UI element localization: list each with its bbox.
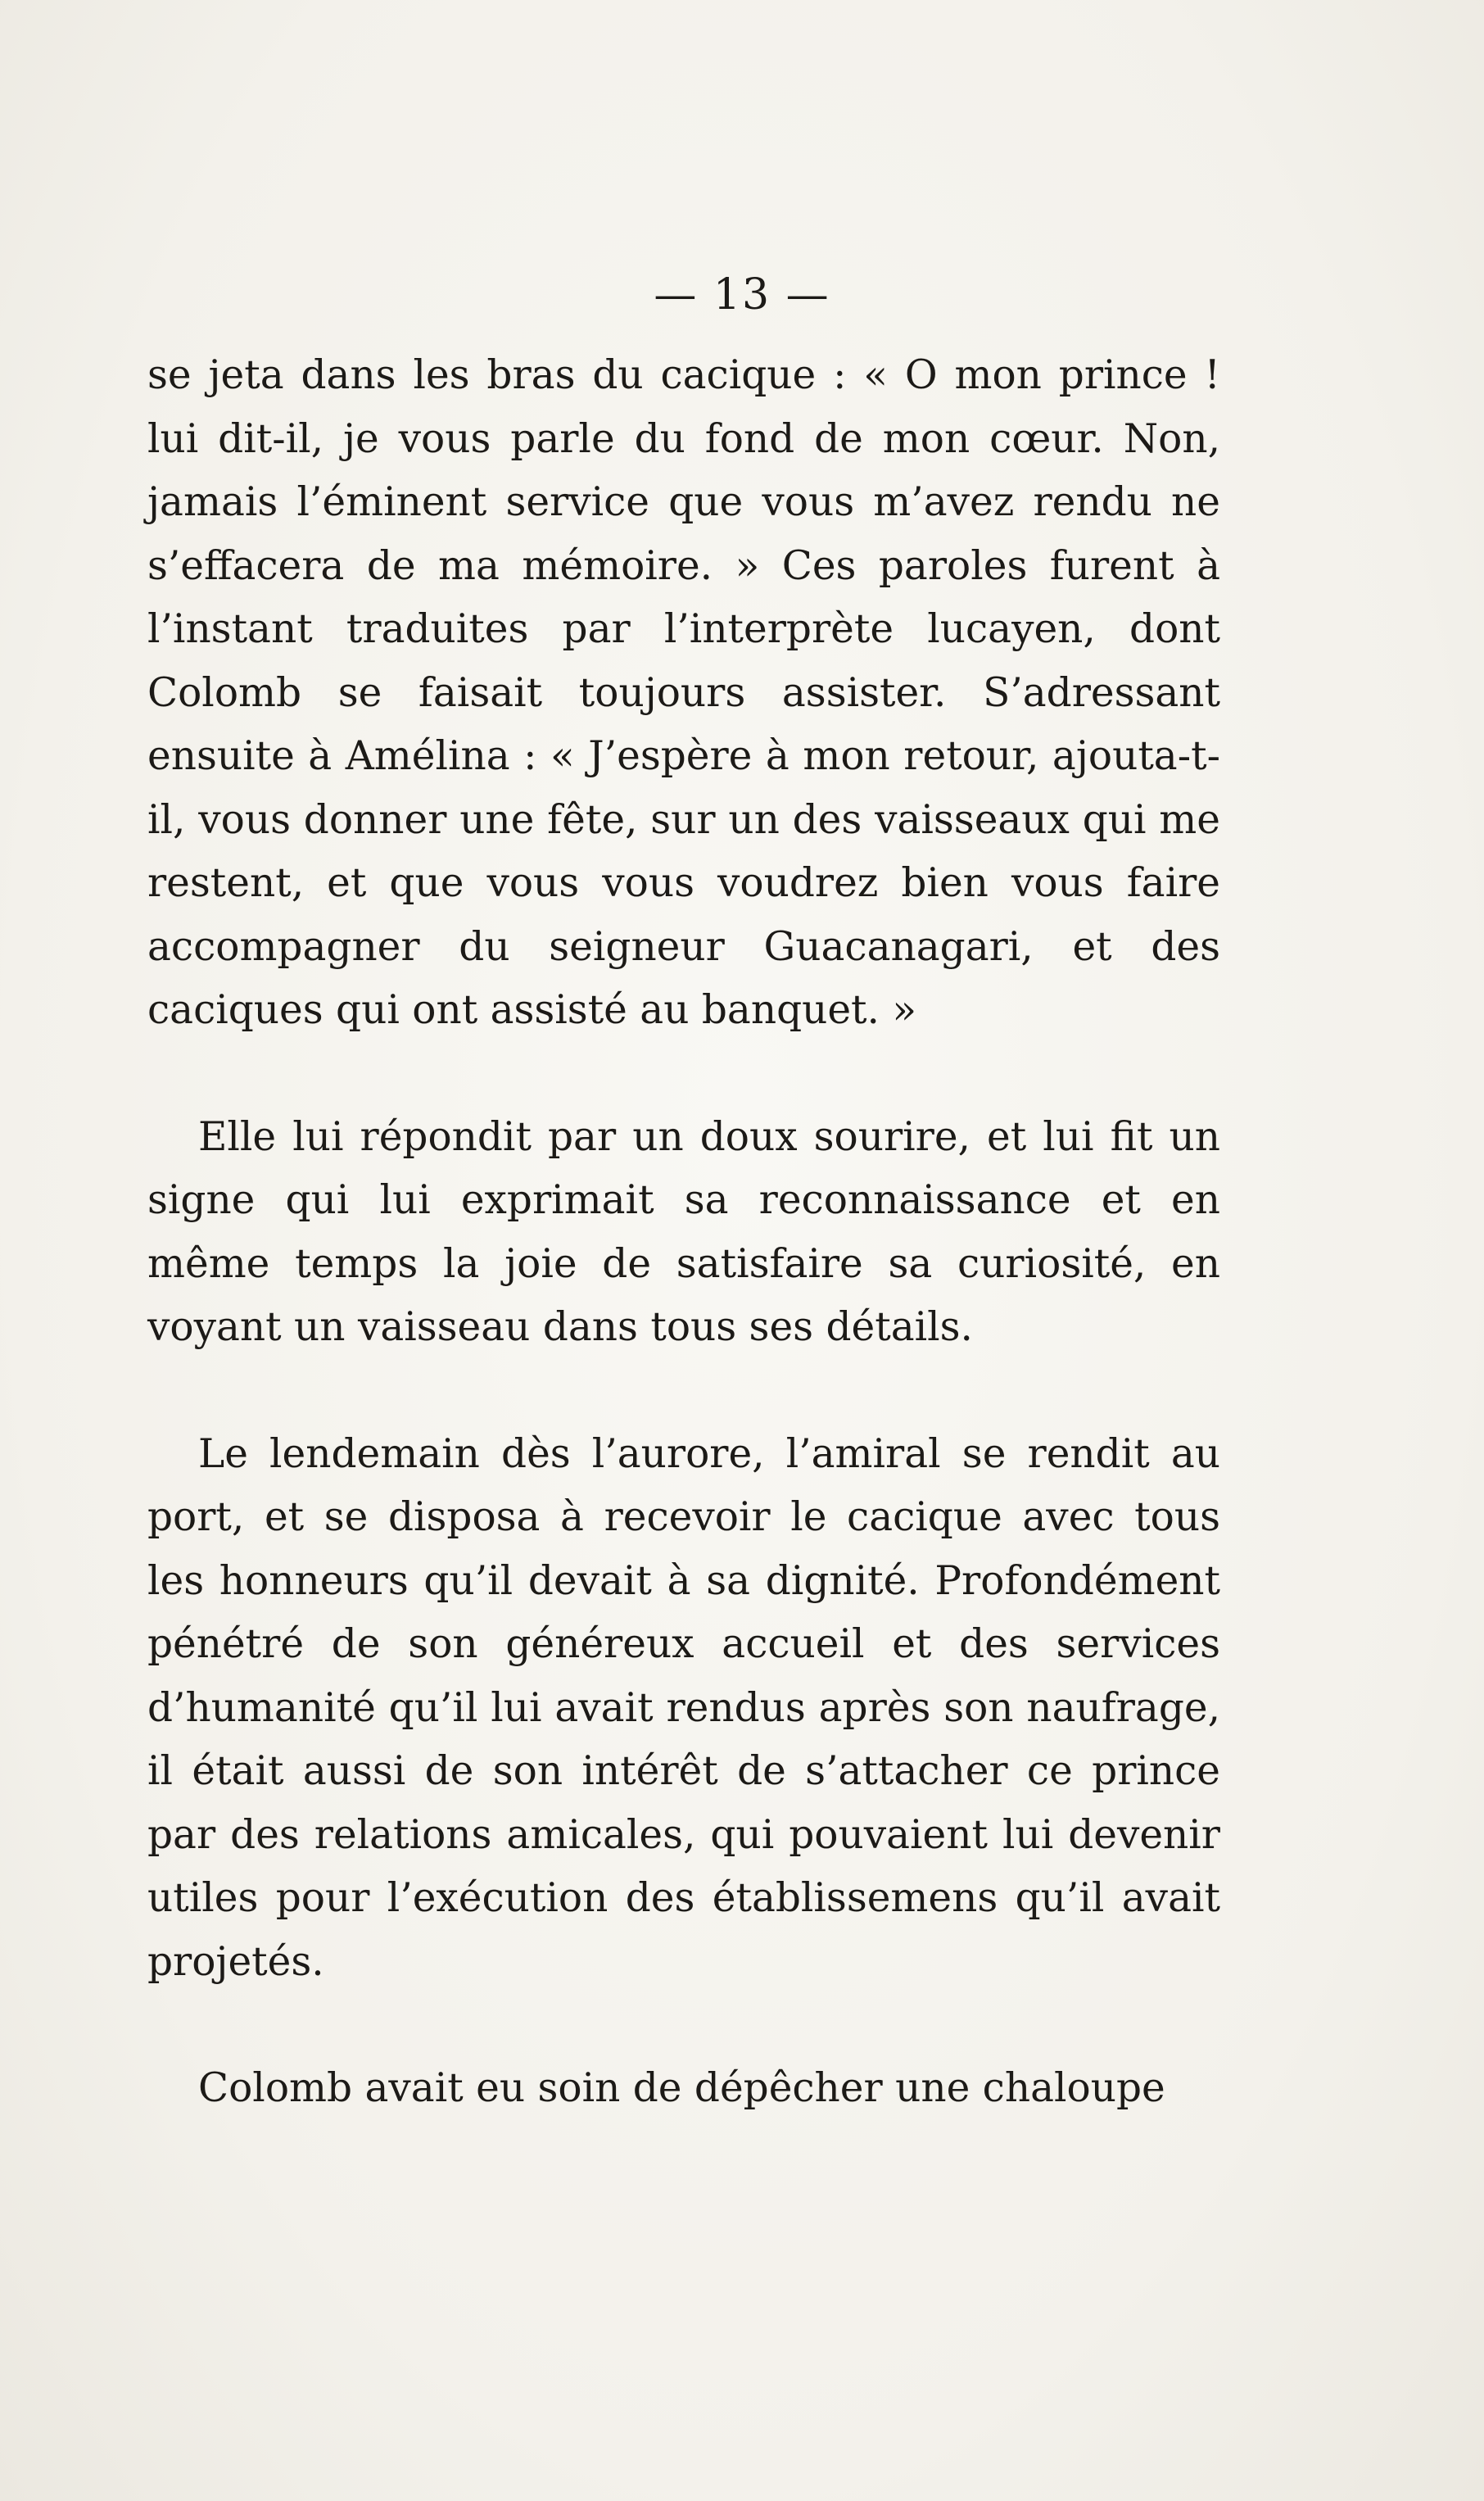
paragraph-1: se jeta dans les bras du cacique : « O mon prince ! lui dit-il, je vous parle du fond de mon cœur. Non, jamais l’éminent service que vous m’avez rendu ne s’effacera de ma mémoire. » Ces paroles furent à l’instant traduites par l’interprète lucayen, dont Colomb se faisait toujours assister. S’adressant ensuite à Amélina : « J’espère à mon retour, ajouta-t-il, vous donner une fête, sur un des vaisseaux qui me restent, et que vous vous voudrez bien vous faire accompagner du seigneur Guacanagari, et des caciques qui ont assisté au banquet. »: [147, 352, 1220, 1033]
paragraph-4: Colomb avait eu soin de dépêcher une chaloupe: [198, 2065, 1165, 2111]
body-text: [147, 344, 1220, 2121]
page-number: — 13 —: [654, 270, 830, 319]
paragraph-3: Le lendemain dès l’aurore, l’amiral se rendit au port, et se disposa à recevoir le cacique avec tous les honneurs qu’il devait à sa dignité. Profondément pénétré de son généreux accueil et des services d’humanité qu’il lui avait rendus après son naufrage, il était aussi de son intérêt de s’attacher ce prince par des relations amicales, qui pouvaient lui devenir utiles pour l’exécution des établissemens qu’il avait projetés.: [147, 1430, 1220, 1985]
paragraph-2: Elle lui répondit par un doux sourire, et lui fit un signe qui lui exprimait sa reconnaissance et en même temps la joie de satisfaire sa curiosité, en voyant un vaisseau dans tous ses détails.: [147, 1113, 1220, 1350]
